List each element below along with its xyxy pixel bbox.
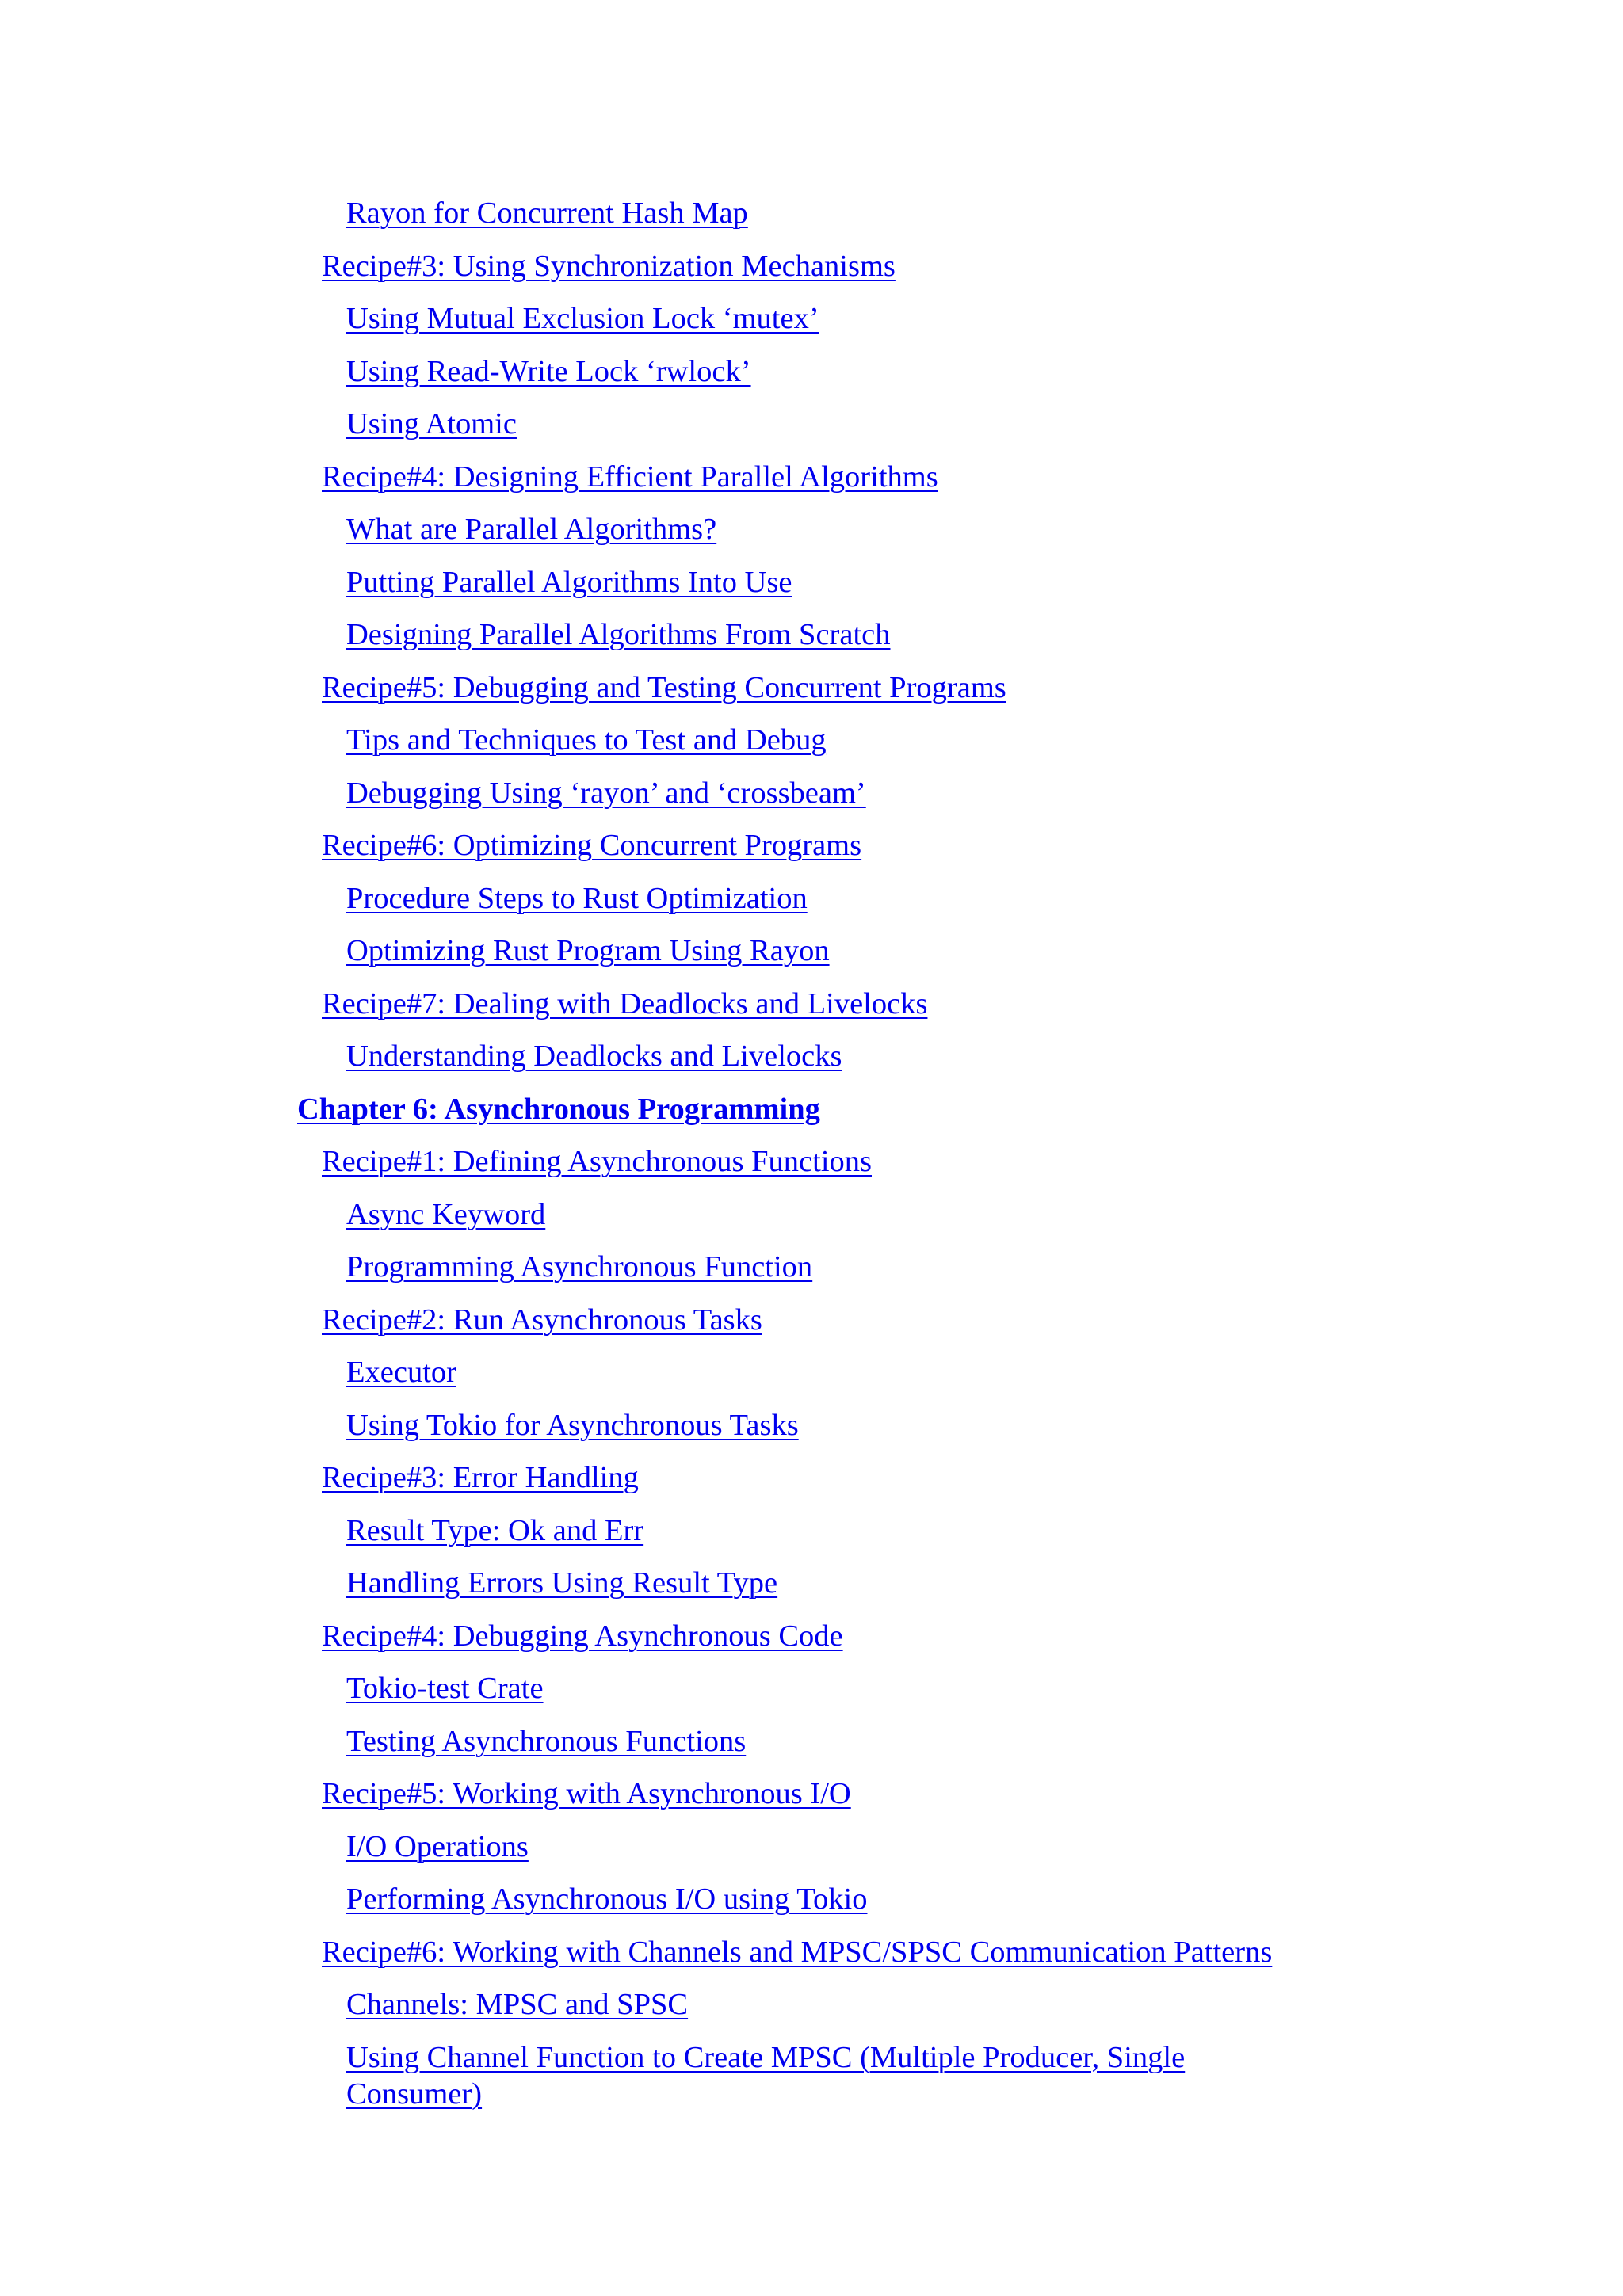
toc-topic-entry [0, 1829, 1623, 1882]
toc-recipe-entry [0, 1775, 1623, 1829]
toc-topic-link[interactable]: Using Mutual Exclusion Lock ‘mutex’ [346, 302, 819, 335]
toc-topic-link[interactable]: Async Keyword [346, 1197, 546, 1231]
toc-topic-entry [0, 933, 1623, 986]
toc-topic-link[interactable]: Putting Parallel Algorithms Into Use [346, 565, 792, 599]
toc-topic-entry [0, 1565, 1623, 1618]
toc-recipe-entry [0, 827, 1623, 880]
toc-recipe-entry [0, 248, 1623, 301]
toc-topic-entry [0, 1249, 1623, 1302]
toc-topic-entry [0, 1038, 1623, 1091]
toc-recipe-link[interactable]: Recipe#2: Run Asynchronous Tasks [322, 1302, 762, 1337]
toc-chapter-entry [0, 1091, 1623, 1144]
toc-recipe-entry [0, 669, 1623, 723]
toc-topic-link[interactable]: Using Read-Write Lock ‘rwlock’ [346, 354, 751, 388]
toc-topic-link[interactable]: Understanding Deadlocks and Livelocks [346, 1039, 842, 1073]
toc-topic-link[interactable]: Using Tokio for Asynchronous Tasks [346, 1408, 799, 1442]
toc-recipe-link[interactable]: Recipe#1: Defining Asynchronous Functions [322, 1145, 872, 1178]
toc-topic-link[interactable]: Performing Asynchronous I/O using Tokio [346, 1882, 868, 1916]
toc-chapter-link[interactable]: Chapter 6: Asynchronous Programming [297, 1092, 820, 1126]
toc-topic-link[interactable]: Tokio-test Crate [346, 1672, 544, 1705]
toc-topic-link[interactable]: Result Type: Ok and Err [346, 1513, 644, 1547]
toc-recipe-entry [0, 1302, 1623, 1355]
toc-topic-link[interactable]: Using Channel Function to Create MPSC (Multiple Producer, Single Consumer) [346, 2040, 1186, 2111]
toc-topic-link[interactable]: Procedure Steps to Rust Optimization [346, 881, 808, 915]
toc-topic-entry [0, 564, 1623, 617]
toc-topic-link[interactable]: Designing Parallel Algorithms From Scratch [346, 618, 891, 651]
toc-recipe-link[interactable]: Recipe#5: Working with Asynchronous I/O [322, 1777, 851, 1810]
toc-topic-entry [0, 616, 1623, 669]
toc-recipe-link[interactable]: Recipe#6: Working with Channels and MPSC/SPSC Communication Patterns [322, 1935, 1273, 1969]
toc-topic-link[interactable]: I/O Operations [346, 1829, 529, 1863]
toc-topic-entry [0, 195, 1623, 248]
toc-topic-link[interactable]: Using Atomic [346, 407, 517, 441]
toc-recipe-entry [0, 1143, 1623, 1196]
toc-topic-entry [0, 300, 1623, 353]
toc-topic-entry [0, 722, 1623, 775]
toc-recipe-link[interactable]: Recipe#3: Using Synchronization Mechanisms [322, 249, 896, 283]
toc-topic-link[interactable]: Tips and Techniques to Test and Debug [346, 723, 827, 757]
toc-recipe-link[interactable]: Recipe#4: Designing Efficient Parallel Algorithms [322, 460, 938, 494]
toc-recipe-entry [0, 1618, 1623, 1671]
toc-topic-link[interactable]: Programming Asynchronous Function [346, 1250, 813, 1283]
toc-recipe-link[interactable]: Recipe#5: Debugging and Testing Concurrent Programs [322, 670, 1006, 704]
toc-topic-link[interactable]: Optimizing Rust Program Using Rayon [346, 934, 830, 967]
toc-topic-entry [0, 406, 1623, 459]
toc-topic-link[interactable]: What are Parallel Algorithms? [346, 513, 717, 546]
toc-topic-entry [0, 1196, 1623, 1249]
toc-recipe-link[interactable]: Recipe#3: Error Handling [322, 1461, 639, 1494]
toc-topic-entry [0, 775, 1623, 828]
toc-topic-link[interactable]: Executor [346, 1356, 456, 1389]
toc-topic-link[interactable]: Testing Asynchronous Functions [346, 1724, 747, 1758]
toc-topic-entry [0, 2039, 1281, 2112]
toc-topic-entry [0, 1881, 1623, 1934]
toc-topic-entry [0, 880, 1623, 933]
toc-recipe-entry [0, 986, 1623, 1039]
toc-topic-entry [0, 511, 1623, 564]
toc-topic-link[interactable]: Rayon for Concurrent Hash Map [346, 196, 748, 230]
toc-topic-link[interactable]: Handling Errors Using Result Type [346, 1566, 778, 1600]
toc-topic-entry [0, 1354, 1623, 1407]
toc-topic-entry [0, 1670, 1623, 1723]
toc-topic-entry [0, 1723, 1623, 1776]
toc-topic-entry [0, 1407, 1623, 1460]
toc-topic-entry [0, 1512, 1623, 1566]
toc-recipe-entry [0, 459, 1623, 512]
toc-recipe-link[interactable]: Recipe#7: Dealing with Deadlocks and Livelocks [322, 986, 928, 1020]
toc-topic-entry [0, 1986, 1623, 2039]
toc-recipe-entry [0, 1459, 1623, 1512]
toc-topic-entry [0, 353, 1623, 406]
toc-recipe-entry [0, 1934, 1623, 1987]
table-of-contents [0, 195, 1623, 2112]
toc-topic-link[interactable]: Debugging Using ‘rayon’ and ‘crossbeam’ [346, 776, 866, 810]
toc-recipe-link[interactable]: Recipe#4: Debugging Asynchronous Code [322, 1619, 843, 1653]
toc-topic-link[interactable]: Channels: MPSC and SPSC [346, 1988, 689, 2021]
toc-recipe-link[interactable]: Recipe#6: Optimizing Concurrent Programs [322, 829, 862, 862]
